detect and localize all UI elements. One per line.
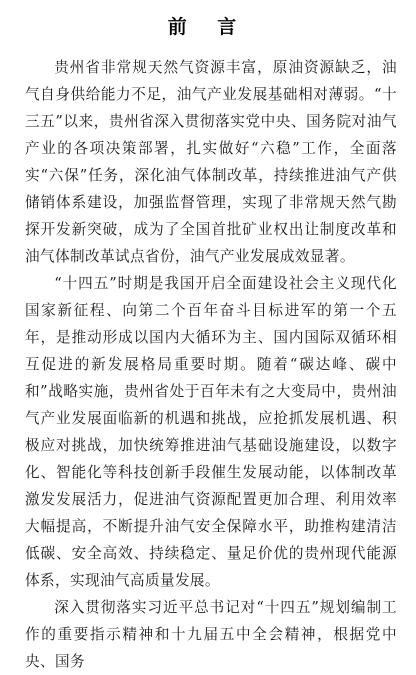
paragraph-1: 贵州省非常规天然气资源丰富，原油资源缺乏，油气自身供给能力不足，油气产业发展基础相对薄弱。“十三五”以来，贵州省深入贯彻落实党中央、国务院对油气产业的各项决策部署，扎实做好“六稳”工作，全面落实“六保”任务，深化油气体制改革，持续推进油气产供储销体系建设，加强监督管理，实现了非常规天然气勘探开发新突破，成为了全国首批矿业权出让制度改革和油气体制改革试点省份，油气产业发展成效显著。 bbox=[25, 59, 397, 265]
document-body bbox=[25, 54, 397, 675]
paragraph-2: “十四五”时期是我国开启全面建设社会主义现代化国家新征程、向第二个百年奋斗目标进军的第一个五年，是推动形成以国内大循环为主、国内国际双循环相互促进的新发展格局重要时期。随着“碳达峰、碳中和”战略实施，贵州省处于百年未有之大变局中，贵州油气产业发展面临新的机遇和挑战，应抢抓发展机遇、积极应对挑战，加快统筹推进油气基础设施建设，以数字化、智能化等科技创新手段催生发展动能，以体制改革激发发展活力，促进油气资源配置更加合理、利用效率大幅提高，不断提升油气安全保障水平，助推构建清洁低碳、安全高效、持续稳定、量足价优的贵州现代能源体系，实现油气高质量发展。 bbox=[25, 275, 397, 589]
page-title: 前 言 bbox=[167, 16, 249, 38]
paragraph-3: 深入贯彻落实习近平总书记对“十四五”规划编制工作的重要指示精神和十九届五中全会精神，根据党中央、国务 bbox=[25, 599, 397, 670]
